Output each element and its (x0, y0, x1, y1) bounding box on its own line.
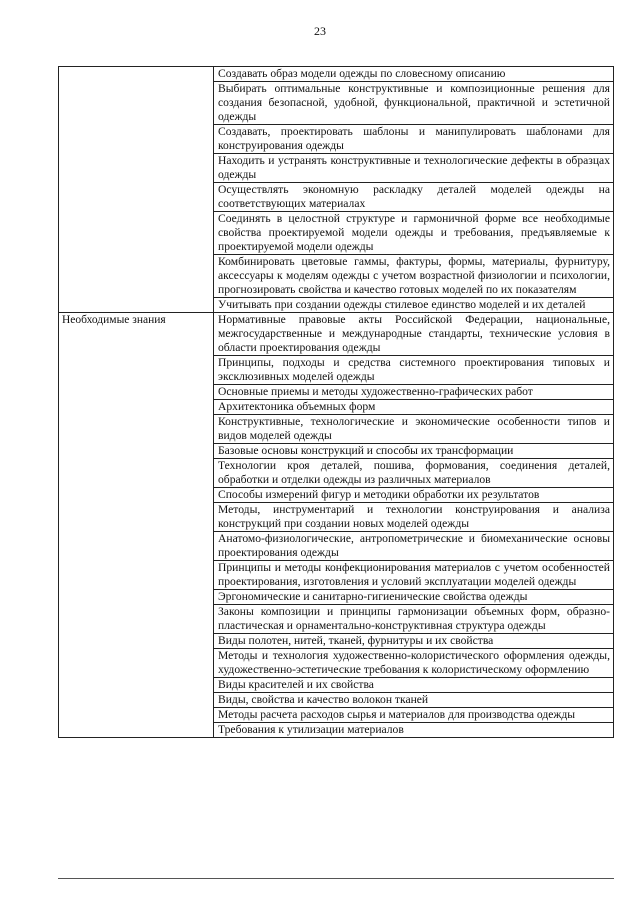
list-item: Принципы и методы конфекционирования материалов с учетом особенностей проектирования, изготовления и условий эксплуатации моделей одежды (214, 561, 613, 590)
list-item: Требования к утилизации материалов (218, 723, 404, 736)
list-item: Находить и устранять конструктивные и технологические дефекты в образцах одежды (214, 154, 613, 183)
list-item: Соединять в целостной структуре и гармоничной форме все необходимые свойства проектируемой модели одежды и требования, предъявляемые к проектируемой модели одежды (214, 212, 613, 255)
table-row (59, 67, 614, 313)
list-item: Виды, свойства и качество волокон тканей (214, 693, 613, 708)
list-item: Создавать, проектировать шаблоны и манипулировать шаблонами для конструирования одежды (214, 125, 613, 154)
list-item: Архитектоника объемных форм (214, 400, 613, 415)
list-item: Конструктивные, технологические и экономические особенности типов и видов моделей одежды (214, 415, 613, 444)
list-item: Принципы, подходы и средства системного проектирования типовых и эксклюзивных моделей одежды (214, 356, 613, 385)
list-item: Виды полотен, нитей, тканей, фурнитуры и их свойства (214, 634, 613, 649)
list-item: Создавать образ модели одежды по словесному описанию (214, 67, 613, 82)
section-label (59, 67, 214, 313)
list-item: Анатомо-физиологические, антропометрические и биомеханические основы проектирования одежды (214, 532, 613, 561)
section-label: Необходимые знания (59, 313, 214, 738)
list-item: Эргономические и санитарно-гигиенические свойства одежды (214, 590, 613, 605)
requirements-table (58, 66, 614, 738)
list-item: Учитывать при создании одежды стилевое единство моделей и их деталей (218, 298, 586, 311)
list-item: Виды красителей и их свойства (214, 678, 613, 693)
list-item: Технологии кроя деталей, пошива, формования, соединения деталей, обработки и отделки одежды из различных материалов (214, 459, 613, 488)
page-number: 23 (314, 24, 326, 38)
list-item: Способы измерений фигур и методики обработки их результатов (214, 488, 613, 503)
section-items (214, 313, 614, 738)
bottom-divider (58, 878, 614, 879)
list-item: Комбинировать цветовые гаммы, фактуры, формы, материалы, фурнитуру, аксессуары к моделям одежды с учетом возрастной физиологии и психологии, прогнозировать свойства и качество готовых моделей по их показателям (214, 255, 613, 298)
list-item: Методы, инструментарий и технологии конструирования и анализа конструкций при создании новых моделей одежды (214, 503, 613, 532)
list-item: Базовые основы конструкций и способы их трансформации (214, 444, 613, 459)
list-item: Основные приемы и методы художественно-графических работ (214, 385, 613, 400)
list-item: Законы композиции и принципы гармонизации объемных форм, образно-пластическая и орнаментально-конструктивная структура одежды (214, 605, 613, 634)
table-row (59, 313, 614, 738)
list-item: Выбирать оптимальные конструктивные и композиционные решения для создания безопасной, удобной, функциональной, практичной и эстетичной одежды (214, 82, 613, 125)
list-item: Методы и технология художественно-колористического оформления одежды, художественно-эстетические требования к колористическому оформлению (214, 649, 613, 678)
list-item: Нормативные правовые акты Российской Федерации, национальные, межгосударственные и международные стандарты, технические условия в области проектирования одежды (214, 313, 613, 356)
section-items (214, 67, 614, 313)
list-item: Методы расчета расходов сырья и материалов для производства одежды (214, 708, 613, 723)
list-item: Осуществлять экономную раскладку деталей моделей одежды на соответствующих материалах (214, 183, 613, 212)
